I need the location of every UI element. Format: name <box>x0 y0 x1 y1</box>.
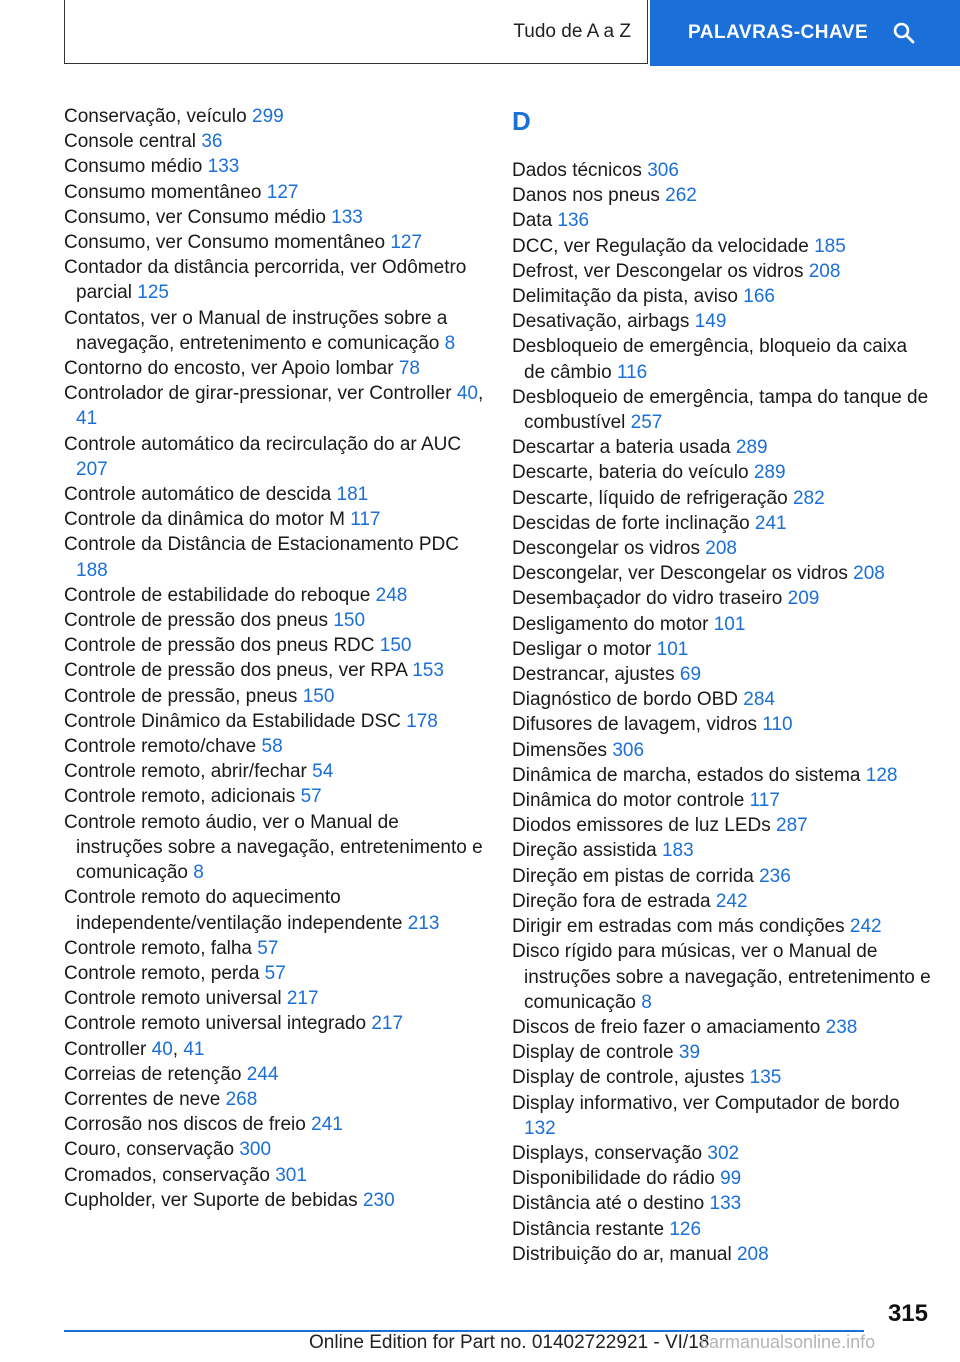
index-entry-text: Displays, conservação <box>512 1142 703 1164</box>
index-entry <box>64 532 484 582</box>
index-entry <box>64 986 484 1011</box>
index-entry-text: Dados técnicos <box>512 160 642 181</box>
page-link[interactable]: 57 <box>264 962 286 984</box>
page-link[interactable]: 217 <box>286 988 319 1010</box>
index-entry-text: Direção fora de estrada <box>512 890 711 912</box>
index-entry: Controlador de girar-pressionar, ver Controller 40, 41 <box>64 383 484 430</box>
page-link[interactable]: 306 <box>647 160 679 181</box>
index-entry <box>512 612 932 637</box>
page-link[interactable]: 133 <box>331 206 363 228</box>
index-entry-text: Descongelar os vidros <box>512 538 700 560</box>
page-link[interactable]: 126 <box>669 1218 702 1240</box>
page-link[interactable]: 289 <box>735 437 768 459</box>
index-entry-text: Desligamento do motor <box>512 613 709 635</box>
index-entry <box>512 1217 932 1242</box>
page-link[interactable]: 135 <box>749 1067 782 1089</box>
index-entry-text: Console central <box>64 131 197 153</box>
index-entry-text: Disco rígido para músicas, ver o Manual de instruções sobre a navegação, entretenimento e comunicação <box>512 941 931 1013</box>
page-link[interactable]: 136 <box>557 210 590 232</box>
index-entry-text: Controle de pressão dos pneus RDC <box>64 635 375 657</box>
index-entry <box>64 432 484 482</box>
index-entry <box>64 1188 484 1213</box>
tab-keywords[interactable] <box>650 0 960 66</box>
page-link[interactable]: 36 <box>201 131 223 153</box>
page-link[interactable]: 150 <box>302 685 335 707</box>
page-link[interactable]: 183 <box>661 840 694 862</box>
page-link[interactable]: 166 <box>743 286 775 308</box>
index-entry <box>512 1166 932 1191</box>
page-link[interactable]: 302 <box>707 1142 740 1164</box>
index-entry-text: Controle da dinâmica do motor M <box>64 509 345 531</box>
page-link[interactable]: 54 <box>312 761 334 783</box>
index-entry <box>64 961 484 986</box>
page-link[interactable]: 208 <box>736 1243 769 1265</box>
index-entry-text: Descidas de forte inclinação <box>512 512 750 534</box>
index-entry-text: Defrost, ver Descongelar os vidros <box>512 260 804 282</box>
index-entry <box>512 738 932 763</box>
top-navigation <box>0 0 960 66</box>
index-entry-text: Controle remoto universal <box>64 988 282 1010</box>
index-entry <box>64 810 484 886</box>
index-entry <box>64 1062 484 1087</box>
index-entry <box>512 1065 932 1090</box>
index-entry-text: Descongelar, ver Descongelar os vidros <box>512 563 848 585</box>
page-link[interactable]: 301 <box>275 1164 307 1186</box>
page-link[interactable]: 69 <box>679 664 702 686</box>
page-link[interactable]: 208 <box>853 563 885 585</box>
page-link[interactable]: 299 <box>252 106 284 127</box>
index-entry-text: Controle Dinâmico da Estabilidade DSC <box>64 710 401 732</box>
index-entry <box>512 183 932 208</box>
index-entry-text: DCC, ver Regulação da velocidade <box>512 235 809 257</box>
index-entry-text: Controle de pressão, pneus <box>64 685 298 707</box>
index-entry-text: Controle da Distância de Estacionamento PDC <box>64 534 459 556</box>
page-link[interactable]: 208 <box>808 260 841 282</box>
page-link[interactable]: 262 <box>665 185 697 207</box>
page-link[interactable]: 268 <box>225 1088 258 1110</box>
page-link[interactable]: 181 <box>336 484 369 506</box>
index-entry-text: Controle remoto áudio, ver o Manual de instruções sobre a navegação, entretenimento e comunicação <box>64 811 483 884</box>
index-entry <box>64 936 484 961</box>
page-link[interactable]: 127 <box>390 232 423 254</box>
index-entry-text: Dimensões <box>512 739 608 761</box>
index-entry <box>64 709 484 734</box>
page-link[interactable]: 213 <box>407 912 440 934</box>
index-entry-text: Couro, conservação <box>64 1139 235 1161</box>
page-link[interactable]: 117 <box>749 790 780 812</box>
index-entry-text: Cromados, conservação <box>64 1164 270 1186</box>
page-link[interactable]: 236 <box>759 865 791 887</box>
index-entry-text: Controle de pressão dos pneus, ver RPA <box>64 660 407 682</box>
index-entry <box>64 684 484 709</box>
index-entry <box>512 939 932 1015</box>
page-link[interactable]: 41 <box>76 408 98 430</box>
page-link[interactable]: 178 <box>406 710 438 732</box>
page-link[interactable]: 153 <box>412 660 444 682</box>
index-entry <box>64 608 484 633</box>
index-entry <box>64 784 484 809</box>
index-entry-text: Descartar a bateria usada <box>512 437 731 459</box>
index-entry-text: Direção assistida <box>512 840 657 862</box>
index-entry-text: Distância até o destino <box>512 1193 705 1215</box>
index-entry-text: Conservação, veículo <box>64 106 247 127</box>
page-link[interactable]: 284 <box>743 689 775 711</box>
index-entry <box>512 712 932 737</box>
index-entry <box>64 734 484 759</box>
page-link[interactable]: 57 <box>257 937 279 959</box>
index-entry-text: Controlador de girar-pressionar, ver Controller <box>64 383 452 405</box>
page-link[interactable]: 242 <box>849 916 882 938</box>
page-number: 315 <box>887 1300 928 1327</box>
index-entry <box>64 633 484 658</box>
index-entry <box>512 889 932 914</box>
index-entry <box>64 255 484 305</box>
page-link[interactable]: 230 <box>362 1189 395 1211</box>
index-entry <box>64 658 484 683</box>
index-entry-text: Controle remoto, falha <box>64 937 252 959</box>
search-icon <box>892 21 916 45</box>
index-entry <box>512 637 932 662</box>
page-link[interactable]: 133 <box>709 1193 742 1215</box>
index-entry <box>64 180 484 205</box>
index-entry <box>64 1137 484 1162</box>
index-entry-text: Dinâmica do motor controle <box>512 790 745 812</box>
index-entry-text: Dirigir em estradas com más condições <box>512 916 845 938</box>
page-link[interactable]: 188 <box>76 559 108 581</box>
index-entry-text: Consumo médio <box>64 156 203 178</box>
index-entry-text: Direção em pistas de corrida <box>512 865 754 887</box>
index-entry-text: Desembaçador do vidro traseiro <box>512 588 783 610</box>
page-link[interactable]: 40 <box>151 1038 173 1060</box>
page-link[interactable]: 241 <box>754 512 787 534</box>
index-entry <box>512 1141 932 1166</box>
index-entry <box>64 129 484 154</box>
index-column-right <box>512 104 932 1267</box>
page-link[interactable]: 242 <box>715 890 748 912</box>
index-entry-text: Controle remoto, adicionais <box>64 786 296 808</box>
page-link[interactable]: 127 <box>266 181 299 203</box>
index-entry-text: Controle remoto, abrir/fechar <box>64 761 307 783</box>
index-entry <box>64 507 484 532</box>
index-entry <box>64 1112 484 1137</box>
page-link[interactable]: 150 <box>379 635 412 657</box>
index-entry-text: Display informativo, ver Computador de bordo <box>512 1092 900 1114</box>
index-entry <box>64 759 484 784</box>
index-entry-text: Controle remoto/chave <box>64 736 257 758</box>
index-entry-text: Cupholder, ver Suporte de bebidas <box>64 1189 358 1211</box>
index-entry <box>512 158 932 183</box>
page-link[interactable]: 209 <box>787 588 820 610</box>
index-entry <box>512 763 932 788</box>
index-entry <box>512 662 932 687</box>
index-column-left <box>64 104 484 1213</box>
page-link[interactable]: 116 <box>616 361 648 383</box>
index-entry-text: Danos nos pneus <box>512 185 660 207</box>
page-link[interactable]: 8 <box>193 862 204 884</box>
index-entry <box>512 284 932 309</box>
index-entry-text: Consumo, ver Consumo médio <box>64 206 326 228</box>
tab-a-to-z[interactable] <box>64 0 648 64</box>
index-entry <box>64 104 484 129</box>
page-link[interactable]: 40 <box>456 383 478 405</box>
index-entry-text: Consumo, ver Consumo momentâneo <box>64 232 386 254</box>
index-entry <box>512 586 932 611</box>
index-entry-text: Controle de estabilidade do reboque <box>64 584 371 606</box>
index-entry <box>64 356 484 381</box>
page-link[interactable]: 133 <box>207 156 240 178</box>
index-entry <box>64 1011 484 1036</box>
index-entry-text: Contador da distância percorrida, ver Odômetro parcial <box>64 257 467 304</box>
index-entry-text: Desbloqueio de emergência, bloqueio da caixa de câmbio <box>512 336 908 383</box>
page-link[interactable]: 244 <box>246 1063 279 1085</box>
index-entry-text: Delimitação da pista, aviso <box>512 286 738 308</box>
page-link[interactable]: 208 <box>705 538 737 560</box>
index-entry-text: Correntes de neve <box>64 1088 221 1110</box>
index-entry <box>512 511 932 536</box>
index-entry-text: Destrancar, ajustes <box>512 664 675 686</box>
index-entry-text: Diagnóstico de bordo OBD <box>512 689 739 711</box>
page-link[interactable]: 300 <box>239 1139 272 1161</box>
footer-edition: Online Edition for Part no. 01402722921 - VI/18 <box>309 1332 710 1353</box>
tab-keywords-label: PALAVRAS-CHAVE <box>688 22 869 43</box>
index-entry-text: Controller <box>64 1038 147 1060</box>
page-link[interactable]: 110 <box>762 714 793 736</box>
page-link[interactable]: 101 <box>713 613 746 635</box>
index-entry <box>512 1040 932 1065</box>
index-entry <box>512 1242 932 1267</box>
page-link[interactable]: 217 <box>371 1013 404 1035</box>
page-link[interactable]: 57 <box>300 786 322 808</box>
page-link[interactable]: 289 <box>753 462 786 484</box>
index-entry-text: Distância restante <box>512 1218 665 1240</box>
index-entry-text: Difusores de lavagem, vidros <box>512 714 757 736</box>
page-link[interactable]: 99 <box>720 1168 742 1190</box>
index-entry <box>64 885 484 935</box>
page-link[interactable]: 8 <box>444 332 456 354</box>
index-entry <box>64 583 484 608</box>
page-link[interactable]: 78 <box>398 358 420 380</box>
index-entry <box>512 813 932 838</box>
index-entry <box>512 1015 932 1040</box>
index-entry <box>512 864 932 889</box>
index-entry <box>64 205 484 230</box>
page-link[interactable]: 287 <box>776 815 808 837</box>
index-entry-text: Controle remoto do aquecimento independente/ventilação independente <box>64 887 403 934</box>
page-link[interactable]: 41 <box>183 1038 205 1060</box>
page-link[interactable]: 58 <box>261 736 283 758</box>
page-link[interactable]: 241 <box>311 1114 343 1136</box>
index-entry <box>64 1087 484 1112</box>
page-link[interactable]: 185 <box>814 235 846 257</box>
page-link[interactable]: 128 <box>865 764 898 786</box>
index-entry <box>64 306 484 356</box>
index-entry <box>64 230 484 255</box>
page-link[interactable]: 132 <box>524 1117 556 1139</box>
index-entry-text: Correias de retenção <box>64 1063 242 1085</box>
index-entry <box>512 385 932 435</box>
index-entry-text: Display de controle <box>512 1042 674 1064</box>
page-link[interactable]: 282 <box>792 487 825 509</box>
page-link[interactable]: 117 <box>350 509 381 531</box>
index-entry-text: Disponibilidade do rádio <box>512 1168 715 1190</box>
index-entry-text: Contorno do encosto, ver Apoio lombar <box>64 358 394 380</box>
index-entry-text: Consumo momentâneo <box>64 181 262 203</box>
index-entry: Controller 40, 41 <box>64 1038 205 1060</box>
index-entry-text: Discos de freio fazer o amaciamento <box>512 1016 821 1038</box>
page-link[interactable]: 150 <box>333 610 366 632</box>
index-entry <box>512 309 932 334</box>
index-entry-text: Controle automático de descida <box>64 484 332 506</box>
index-entry <box>512 788 932 813</box>
index-entry-text: Controle de pressão dos pneus <box>64 610 329 632</box>
index-entry <box>512 435 932 460</box>
index-entry <box>512 234 932 259</box>
index-entry-text: Controle remoto universal integrado <box>64 1013 367 1035</box>
section-letter: D <box>512 106 531 136</box>
page-link[interactable]: 207 <box>76 458 108 480</box>
page-link[interactable]: 248 <box>375 584 408 606</box>
index-entry-text: Desligar o motor <box>512 638 652 660</box>
index-entry <box>512 687 932 712</box>
index-entry <box>64 154 484 179</box>
index-entry <box>64 1163 484 1188</box>
page-link[interactable]: 39 <box>678 1042 701 1064</box>
index-entry-text: Descarte, bateria do veículo <box>512 462 749 484</box>
page-link[interactable]: 8 <box>641 991 652 1013</box>
index-entry <box>512 208 932 233</box>
page-link[interactable]: 306 <box>612 739 645 761</box>
watermark: carmanualsonline.info <box>700 1332 876 1352</box>
index-entry-text: Desbloqueio de emergência, tampa do tanque de combustível <box>512 386 929 434</box>
index-entry <box>512 259 932 284</box>
index-entry-text: Controle remoto, perda <box>64 962 260 984</box>
page-link[interactable]: 238 <box>825 1016 858 1038</box>
index-entry <box>512 460 932 485</box>
index-entry <box>512 334 932 384</box>
page-link[interactable]: 149 <box>694 311 727 333</box>
index-entry-text: Dinâmica de marcha, estados do sistema <box>512 764 861 786</box>
index-entry-text: Controle automático da recirculação do ar AUC <box>64 433 462 455</box>
index-entry-text: Diodos emissores de luz LEDs <box>512 815 771 837</box>
index-entry <box>512 1191 932 1216</box>
index-list-d <box>512 158 932 1267</box>
index-entry <box>512 486 932 511</box>
index-entry <box>512 536 932 561</box>
page-link[interactable]: 257 <box>630 412 663 434</box>
index-entry <box>512 914 932 939</box>
index-entry-text: Descarte, líquido de refrigeração <box>512 487 788 509</box>
index-entry-text: Desativação, airbags <box>512 311 690 333</box>
index-entry <box>64 482 484 507</box>
index-entry-text: Corrosão nos discos de freio <box>64 1114 306 1136</box>
index-entry <box>512 838 932 863</box>
index-entry-text: Data <box>512 210 553 232</box>
tab-a-to-z-label: Tudo de A a Z <box>513 20 631 42</box>
index-entry-text: Distribuição do ar, manual <box>512 1243 732 1265</box>
index-entry-text: Display de controle, ajustes <box>512 1067 745 1089</box>
index-entry <box>512 1091 932 1141</box>
page-link[interactable]: 125 <box>137 282 169 304</box>
index-entry <box>512 561 932 586</box>
page-link[interactable]: 101 <box>656 638 689 660</box>
index-entry-text: Contatos, ver o Manual de instruções sobre a navegação, entretenimento e comunicação <box>64 307 448 354</box>
